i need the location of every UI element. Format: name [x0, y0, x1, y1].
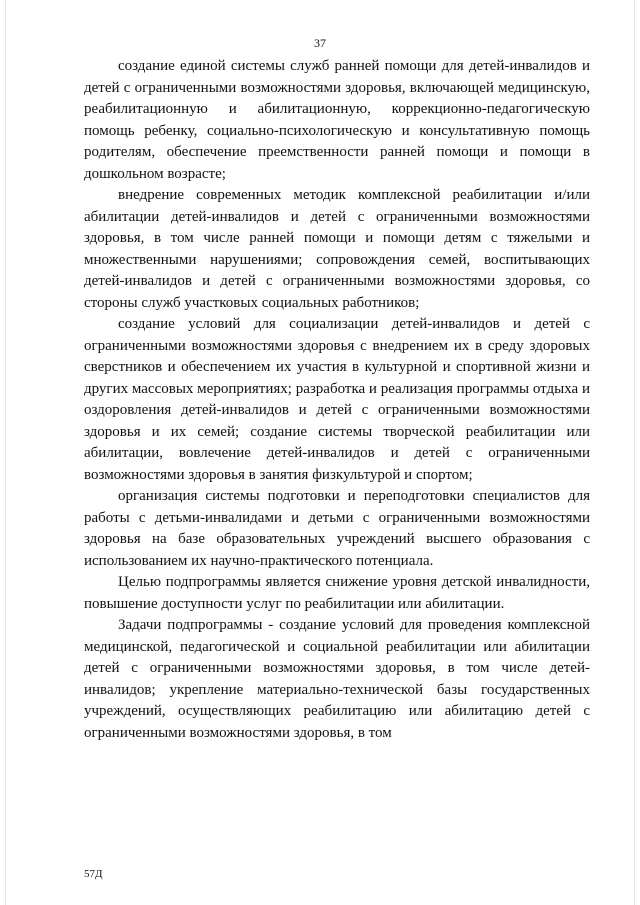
paragraph-specialist-training: организация системы подготовки и переподготовки специалистов для работы с детьми-инвалидами и детьми с ограниченными возможностями здоровья на базе образовательных учреждений высшего образования с использованием их научно-практического потенциала. — [84, 488, 590, 569]
paragraph-early-help-services: создание единой системы служб ранней помощи для детей-инвалидов и детей с ограниченными возможностями здоровья, включающей медицинскую, реабилитационную и абилитационную, коррекционно-педагогическую помощь ребенку, социально-психологическую и консультативную помощь родителям, обеспечение преемственности ранней помощи и помощи в дошкольном возрасте; — [84, 58, 590, 182]
paragraph-rehabilitation-methods: внедрение современных методик комплексной реабилитации и/или абилитации детей-инвалидов и детей с ограниченными возможностями здоровья, в том числе ранней помощи и помощи детям с тяжелыми и множественными нарушениями; сопровождения семей, воспитывающих детей-инвалидов и детей с ограниченными возможностями здоровья, со стороны служб участковых социальных работников; — [84, 187, 590, 311]
scan-edge-right — [634, 0, 635, 905]
page-number: 37 — [314, 36, 326, 50]
paragraph-subprogram-tasks: Задачи подпрограммы - создание условий для проведения комплексной медицинской, педагогической и социальной реабилитации или абилитации детей с ограниченными возможностями здоровья, в том числе детей-инвалидов; укрепление материально-технической базы государственных учреждений, осуществляющих реабилитацию или абилитацию детей с ограниченными возможностями здоровья, в том — [84, 617, 590, 741]
footer-code: 57Д — [84, 868, 103, 880]
scan-edge-left — [5, 0, 6, 905]
paragraph-subprogram-goal: Целью подпрограммы является снижение уровня детской инвалидности, повышение доступности услуг по реабилитации или абилитации. — [84, 574, 590, 612]
body-text — [84, 56, 590, 744]
paragraph-socialization-conditions: создание условий для социализации детей-инвалидов и детей с ограниченными возможностями здоровья с внедрением их в среду здоровых сверстников и обеспечением их участия в культурной и спортивной жизни и других массовых мероприятиях; разработка и реализация программы отдыха и оздоровления детей-инвалидов и детей с ограниченными возможностями здоровья и их семей; создание системы творческой реабилитации или абилитации, вовлечение детей-инвалидов и детей с ограниченными возможностями здоровья в занятия физкультурой и спортом; — [84, 316, 590, 483]
